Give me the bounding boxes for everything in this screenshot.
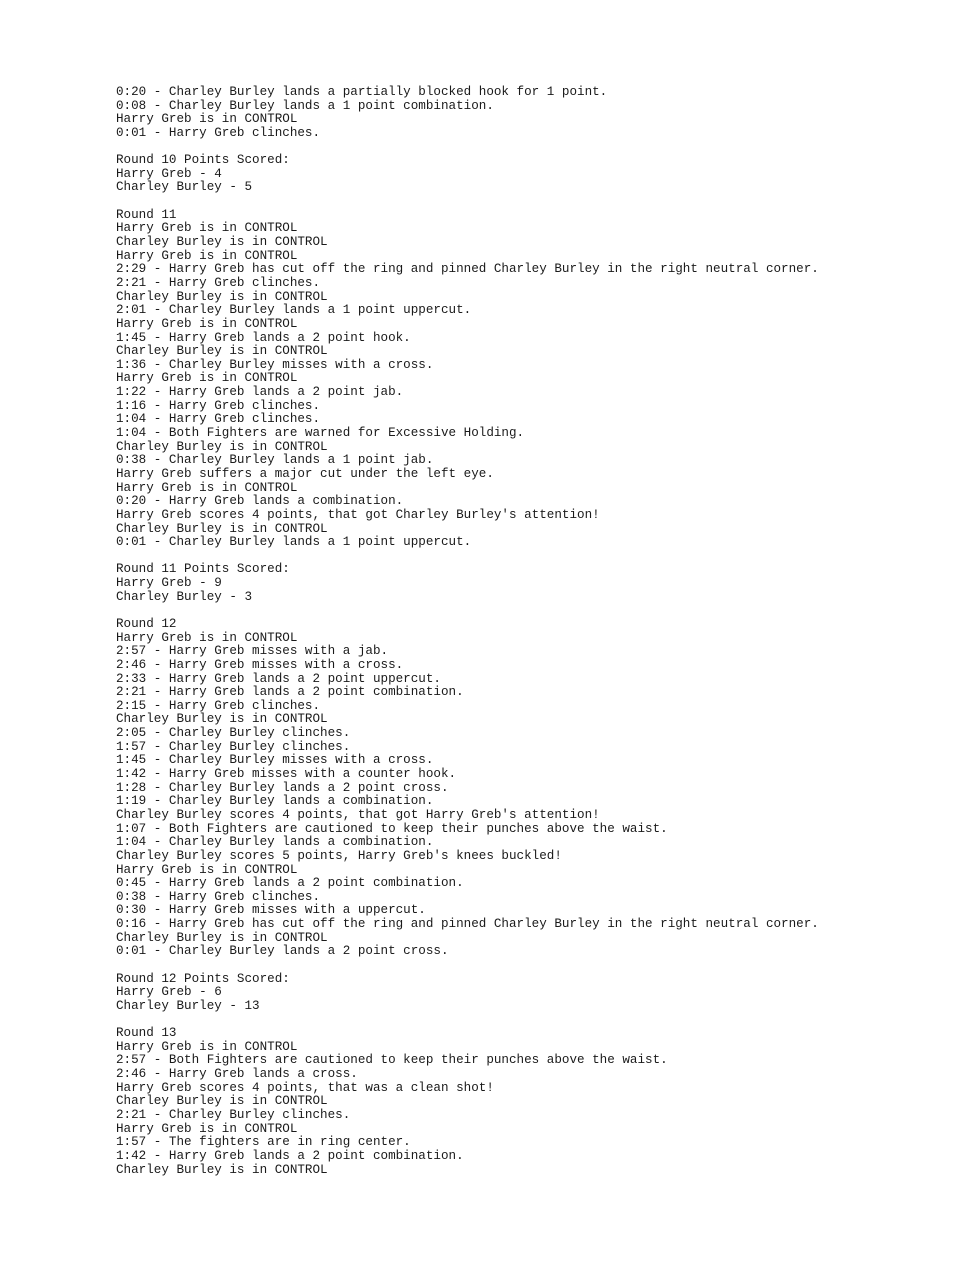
log-line: 1:07 - Both Fighters are cautioned to keep their punches above the waist. [116,821,668,836]
fight-log-document [116,86,956,1177]
log-line [116,604,956,618]
log-line: 1:28 - Charley Burley lands a 2 point cross. [116,780,449,795]
log-line: 0:08 - Charley Burley lands a 1 point combination. [116,98,494,113]
log-line: 2:21 - Harry Greb lands a 2 point combination. [116,685,464,700]
log-line: Charley Burley is in CONTROL [116,1162,328,1177]
log-line: 0:30 - Harry Greb misses with a uppercut. [116,903,426,918]
log-line [116,1014,956,1028]
log-line: 0:16 - Harry Greb has cut off the ring and pinned Charley Burley in the right neutral corner. [116,917,819,932]
log-line: 2:46 - Harry Greb misses with a cross. [116,657,404,672]
log-line: 1:57 - Charley Burley clinches. [116,739,351,754]
log-line: Round 13 [116,1026,177,1041]
log-line: Round 11 [116,207,177,222]
log-line: 1:42 - Harry Greb lands a 2 point combination. [116,1148,464,1163]
log-line: 1:57 - The fighters are in ring center. [116,1135,411,1150]
log-line: 2:29 - Harry Greb has cut off the ring and pinned Charley Burley in the right neutral corner. [116,262,819,277]
log-line: Harry Greb is in CONTROL [116,1121,298,1136]
log-line: Charley Burley is in CONTROL [116,344,328,359]
log-line: 1:16 - Harry Greb clinches. [116,398,321,413]
log-line: 1:45 - Harry Greb lands a 2 point hook. [116,330,411,345]
log-line: Harry Greb scores 4 points, that got Charley Burley's attention! [116,507,600,522]
log-line: 0:45 - Harry Greb lands a 2 point combination. [116,876,464,891]
log-line: Round 12 Points Scored: [116,971,290,986]
log-line [116,959,956,973]
log-line: Harry Greb - 4 [116,166,222,181]
log-line: 0:01 - Charley Burley lands a 1 point uppercut. [116,535,472,550]
log-line: 1:04 - Both Fighters are warned for Excessive Holding. [116,426,525,441]
log-line: 1:04 - Harry Greb clinches. [116,412,321,427]
log-line: Round 12 [116,616,177,631]
log-line: Charley Burley - 5 [116,180,253,195]
log-line: 2:21 - Charley Burley clinches. [116,1108,351,1123]
log-line: Charley Burley is in CONTROL [116,439,328,454]
log-line: Charley Burley is in CONTROL [116,1094,328,1109]
log-line: Round 11 Points Scored: [116,562,290,577]
log-line: Charley Burley scores 5 points, Harry Greb's knees buckled! [116,848,562,863]
log-line: Charley Burley is in CONTROL [116,235,328,250]
log-line: Harry Greb is in CONTROL [116,112,298,127]
log-line: Charley Burley is in CONTROL [116,521,328,536]
log-line: Harry Greb scores 4 points, that was a clean shot! [116,1080,494,1095]
log-line: 0:01 - Harry Greb clinches. [116,125,321,140]
log-line: 2:05 - Charley Burley clinches. [116,726,351,741]
log-line [116,550,956,564]
log-line: 2:15 - Harry Greb clinches. [116,698,321,713]
log-line: 0:20 - Charley Burley lands a partially blocked hook for 1 point. [116,85,608,99]
log-line: 0:20 - Harry Greb lands a combination. [116,494,404,509]
log-line: Charley Burley scores 4 points, that got Harry Greb's attention! [116,807,600,822]
log-line: 1:04 - Charley Burley lands a combination. [116,835,434,850]
log-line: Harry Greb - 6 [116,985,222,1000]
log-line: Harry Greb suffers a major cut under the left eye. [116,466,494,481]
log-line: Harry Greb - 9 [116,576,222,591]
log-line: 0:38 - Harry Greb clinches. [116,889,321,904]
log-line: Charley Burley - 13 [116,998,260,1013]
log-line: Harry Greb is in CONTROL [116,1039,298,1054]
log-line: Harry Greb is in CONTROL [116,316,298,331]
log-line: Charley Burley is in CONTROL [116,712,328,727]
log-line: Charley Burley is in CONTROL [116,289,328,304]
log-line: 1:42 - Harry Greb misses with a counter hook. [116,767,457,782]
log-line: 1:22 - Harry Greb lands a 2 point jab. [116,385,404,400]
log-line: Harry Greb is in CONTROL [116,221,298,236]
log-line: 2:01 - Charley Burley lands a 1 point uppercut. [116,303,472,318]
log-line: Harry Greb is in CONTROL [116,862,298,877]
log-line: 2:57 - Harry Greb misses with a jab. [116,644,389,659]
log-line: Harry Greb is in CONTROL [116,371,298,386]
log-line: 1:45 - Charley Burley misses with a cross. [116,753,434,768]
log-line [116,195,956,209]
log-line: Harry Greb is in CONTROL [116,480,298,495]
log-line: 1:19 - Charley Burley lands a combination. [116,794,434,809]
log-line: Harry Greb is in CONTROL [116,630,298,645]
log-line: Harry Greb is in CONTROL [116,248,298,263]
log-line: 2:21 - Harry Greb clinches. [116,275,321,290]
log-line: Charley Burley - 3 [116,589,253,604]
log-line: 0:01 - Charley Burley lands a 2 point cross. [116,944,449,959]
log-line: Round 10 Points Scored: [116,153,290,168]
log-line [116,141,956,155]
log-line: 2:46 - Harry Greb lands a cross. [116,1067,358,1082]
log-line: 2:33 - Harry Greb lands a 2 point uppercut. [116,671,441,686]
log-line: 2:57 - Both Fighters are cautioned to keep their punches above the waist. [116,1053,668,1068]
log-line: 0:38 - Charley Burley lands a 1 point jab. [116,453,434,468]
log-line: Charley Burley is in CONTROL [116,930,328,945]
log-line: 1:36 - Charley Burley misses with a cross. [116,357,434,372]
